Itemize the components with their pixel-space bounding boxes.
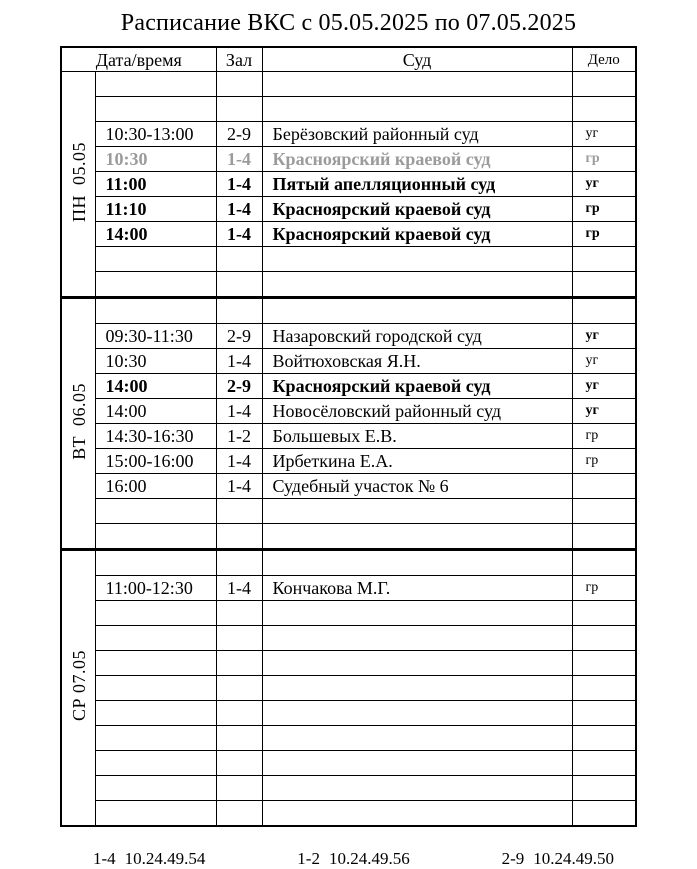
table-row: [61, 801, 636, 827]
time-cell: 10:30-13:00: [96, 122, 216, 147]
table-row: [61, 651, 636, 676]
case-cell: [572, 801, 636, 827]
court-cell: [262, 776, 572, 801]
footer-hall: 1-2: [297, 849, 320, 868]
court-cell: [262, 726, 572, 751]
time-cell: [96, 247, 216, 272]
table-row: [61, 601, 636, 626]
case-cell: [572, 776, 636, 801]
case-cell: [572, 601, 636, 626]
table-row: [61, 97, 636, 122]
header-hall: Зал: [216, 47, 262, 72]
hall-cell: [216, 499, 262, 524]
time-cell: [96, 524, 216, 550]
court-cell: [262, 626, 572, 651]
hall-cell: 1-4: [216, 147, 262, 172]
day-label-text: ВТ 06.05: [68, 382, 89, 460]
court-cell: Берёзовский районный суд: [262, 122, 572, 147]
table-row: [61, 197, 636, 222]
time-cell: [96, 272, 216, 298]
time-cell: [96, 801, 216, 827]
table-row: [61, 751, 636, 776]
table-row: [61, 222, 636, 247]
time-cell: [96, 72, 216, 97]
hall-cell: [216, 601, 262, 626]
time-cell: 10:30: [96, 147, 216, 172]
time-cell: 14:00: [96, 222, 216, 247]
hall-cell: [216, 272, 262, 298]
day-label-text: ПН 05.05: [68, 141, 89, 222]
case-cell: [572, 72, 636, 97]
day-label: [61, 550, 96, 827]
time-cell: [96, 726, 216, 751]
case-cell: уг: [572, 172, 636, 197]
time-cell: 15:00-16:00: [96, 449, 216, 474]
header-court: Суд: [262, 47, 572, 72]
hall-cell: 1-4: [216, 349, 262, 374]
day-label: [61, 72, 96, 298]
table-row: [61, 424, 636, 449]
table-row: [61, 474, 636, 499]
table-row: [61, 374, 636, 399]
court-cell: Красноярский краевой суд: [262, 374, 572, 399]
case-cell: [572, 626, 636, 651]
case-cell: [572, 298, 636, 324]
section-mon: [61, 72, 636, 298]
footer-item: [502, 849, 614, 869]
time-cell: [96, 499, 216, 524]
time-cell: 14:30-16:30: [96, 424, 216, 449]
table-row: [61, 247, 636, 272]
table-row: [61, 626, 636, 651]
court-cell: Войтюховская Я.Н.: [262, 349, 572, 374]
table-row: [61, 776, 636, 801]
case-cell: уг: [572, 324, 636, 349]
court-cell: [262, 751, 572, 776]
hall-cell: [216, 247, 262, 272]
footer-ip: 10.24.49.50: [533, 849, 614, 868]
table-row: [61, 499, 636, 524]
hall-cell: 2-9: [216, 324, 262, 349]
court-cell: [262, 247, 572, 272]
table-row: [61, 172, 636, 197]
court-cell: [262, 72, 572, 97]
time-cell: 11:00: [96, 172, 216, 197]
time-cell: 10:30: [96, 349, 216, 374]
court-cell: Ирбеткина Е.А.: [262, 449, 572, 474]
case-cell: [572, 272, 636, 298]
day-label: [61, 298, 96, 550]
footer-hall: 2-9: [501, 849, 525, 868]
hall-cell: [216, 651, 262, 676]
hall-cell: [216, 626, 262, 651]
hall-cell: 1-4: [216, 222, 262, 247]
footer-ip: 10.24.49.56: [328, 849, 410, 868]
case-cell: уг: [572, 122, 636, 147]
section-wed: [61, 550, 636, 827]
table-row: [61, 324, 636, 349]
case-cell: [572, 499, 636, 524]
case-cell: [572, 97, 636, 122]
case-cell: [572, 524, 636, 550]
court-cell: Кончакова М.Г.: [262, 576, 572, 601]
court-cell: Большевых Е.В.: [262, 424, 572, 449]
hall-cell: [216, 72, 262, 97]
hall-cell: 1-4: [216, 449, 262, 474]
time-cell: [96, 626, 216, 651]
section-tue: [61, 298, 636, 550]
day-label-text: СР 07.05: [68, 649, 89, 722]
court-cell: [262, 550, 572, 576]
hall-cell: [216, 298, 262, 324]
court-cell: Назаровский городской суд: [262, 324, 572, 349]
table-row: [61, 72, 636, 97]
hall-cell: [216, 97, 262, 122]
table-row: [61, 701, 636, 726]
case-cell: гр: [572, 576, 636, 601]
court-cell: Красноярский краевой суд: [262, 197, 572, 222]
court-cell: [262, 524, 572, 550]
hall-cell: [216, 751, 262, 776]
table-row: [61, 272, 636, 298]
court-cell: Судебный участок № 6: [262, 474, 572, 499]
footer: [61, 849, 636, 869]
case-cell: гр: [572, 222, 636, 247]
case-cell: [572, 676, 636, 701]
hall-cell: 1-2: [216, 424, 262, 449]
case-cell: [572, 474, 636, 499]
time-cell: [96, 701, 216, 726]
time-cell: [96, 651, 216, 676]
case-cell: гр: [572, 147, 636, 172]
header-row: [61, 47, 636, 72]
court-cell: [262, 801, 572, 827]
case-cell: [572, 651, 636, 676]
table-row: [61, 399, 636, 424]
header-case: Дело: [572, 47, 636, 72]
court-cell: [262, 676, 572, 701]
table-row: [61, 524, 636, 550]
table-row: [61, 298, 636, 324]
time-cell: [96, 751, 216, 776]
hall-cell: 1-4: [216, 399, 262, 424]
time-cell: [96, 298, 216, 324]
time-cell: 11:00-12:30: [96, 576, 216, 601]
case-cell: [572, 726, 636, 751]
table-header: [61, 47, 636, 72]
table-row: [61, 122, 636, 147]
court-cell: [262, 601, 572, 626]
hall-cell: [216, 726, 262, 751]
hall-cell: 1-4: [216, 576, 262, 601]
case-cell: уг: [572, 399, 636, 424]
time-cell: 14:00: [96, 399, 216, 424]
case-cell: гр: [572, 424, 636, 449]
hall-cell: [216, 701, 262, 726]
hall-cell: [216, 550, 262, 576]
case-cell: уг: [572, 349, 636, 374]
case-cell: [572, 550, 636, 576]
hall-cell: 1-4: [216, 197, 262, 222]
time-cell: 09:30-11:30: [96, 324, 216, 349]
table-row: [61, 449, 636, 474]
time-cell: [96, 97, 216, 122]
case-cell: гр: [572, 197, 636, 222]
schedule-table: [60, 46, 637, 827]
footer-item: [93, 849, 205, 869]
time-cell: [96, 550, 216, 576]
hall-cell: 1-4: [216, 474, 262, 499]
case-cell: [572, 701, 636, 726]
footer-hall: 1-4: [93, 849, 116, 868]
court-cell: Красноярский краевой суд: [262, 222, 572, 247]
table-row: [61, 550, 636, 576]
case-cell: уг: [572, 374, 636, 399]
table-row: [61, 676, 636, 701]
hall-cell: [216, 801, 262, 827]
court-cell: [262, 651, 572, 676]
table-row: [61, 349, 636, 374]
court-cell: [262, 97, 572, 122]
case-cell: [572, 247, 636, 272]
court-cell: Красноярский краевой суд: [262, 147, 572, 172]
time-cell: 11:10: [96, 197, 216, 222]
hall-cell: [216, 776, 262, 801]
court-cell: Новосёловский районный суд: [262, 399, 572, 424]
table-row: [61, 147, 636, 172]
hall-cell: 2-9: [216, 374, 262, 399]
table-row: [61, 576, 636, 601]
court-cell: [262, 272, 572, 298]
court-cell: Пятый апелляционный суд: [262, 172, 572, 197]
time-cell: [96, 776, 216, 801]
hall-cell: [216, 524, 262, 550]
table-row: [61, 726, 636, 751]
hall-cell: 2-9: [216, 122, 262, 147]
header-datetime: Дата/время: [61, 47, 216, 72]
court-cell: [262, 298, 572, 324]
court-cell: [262, 701, 572, 726]
time-cell: [96, 676, 216, 701]
hall-cell: 1-4: [216, 172, 262, 197]
case-cell: гр: [572, 449, 636, 474]
hall-cell: [216, 676, 262, 701]
time-cell: 14:00: [96, 374, 216, 399]
time-cell: [96, 601, 216, 626]
court-cell: [262, 499, 572, 524]
time-cell: 16:00: [96, 474, 216, 499]
page-title: Расписание ВКС с 05.05.2025 по 07.05.2025: [120, 10, 577, 36]
case-cell: [572, 751, 636, 776]
footer-item: [297, 849, 409, 869]
footer-ip: 10.24.49.54: [124, 849, 206, 868]
